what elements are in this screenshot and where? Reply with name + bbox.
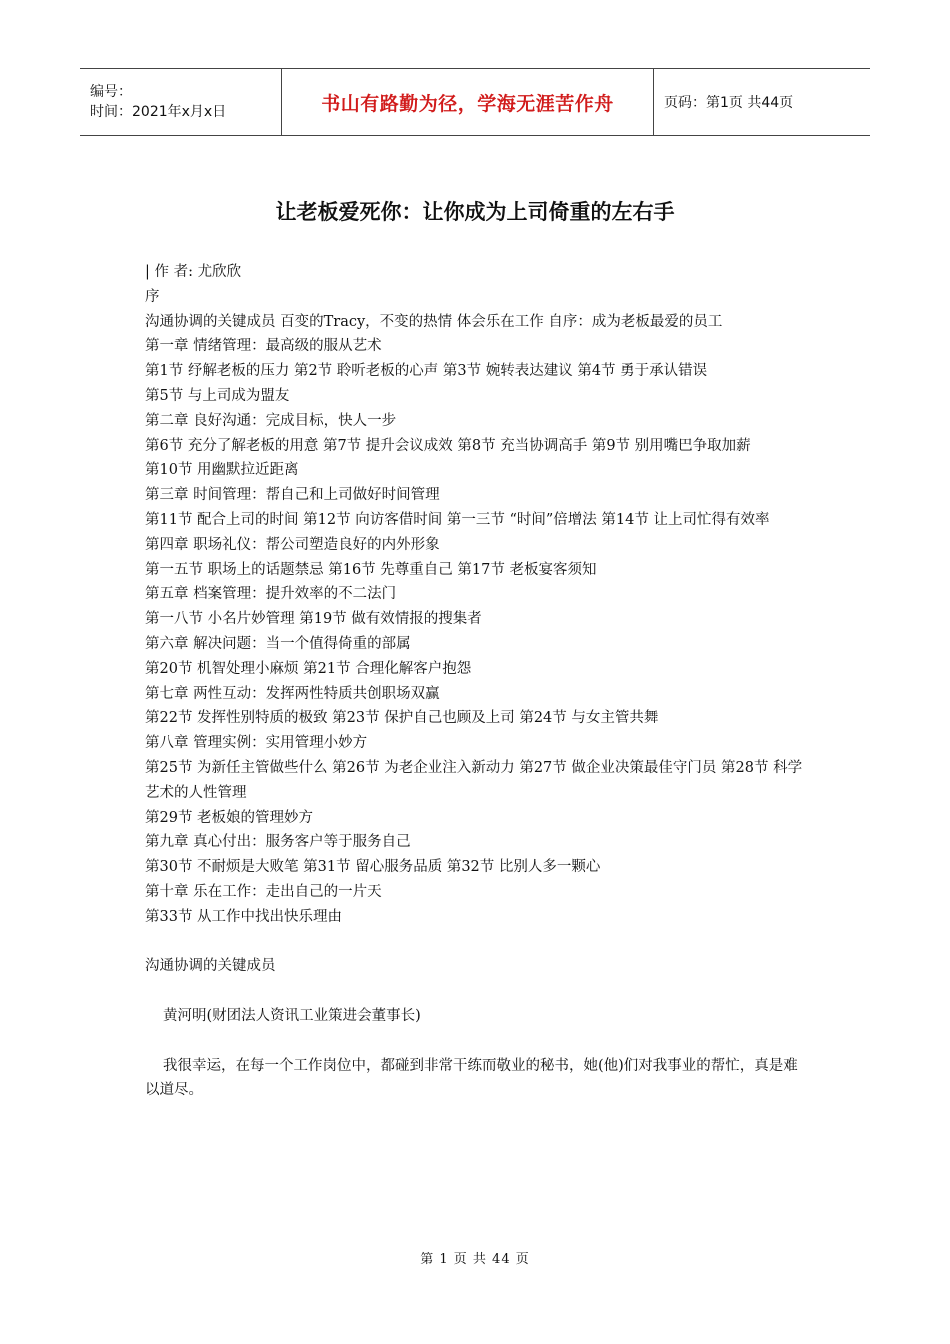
toc-line: 第十章 乐在工作：走出自己的一片天: [145, 883, 382, 900]
spacer: [145, 1029, 810, 1054]
header-motto-cell: [282, 69, 654, 135]
toc-line: 第五章 档案管理：提升效率的不二法门: [145, 586, 397, 603]
document-body: [145, 260, 810, 1103]
toc-line: 第20节 机智处理小麻烦 第21节 合理化解客户抱怨: [145, 660, 472, 677]
toc-line: 沟通协调的关键成员 百变的Tracy，不变的热情 体会乐在工作 自序：成为老板最爱的员工: [145, 313, 723, 330]
toc-line: 第一八节 小名片妙管理 第19节 做有效情报的搜集者: [145, 611, 482, 628]
section-heading: 沟通协调的关键成员: [145, 958, 276, 975]
header-right-cell: [654, 69, 870, 135]
code-label: 编号：: [90, 84, 132, 100]
toc-line: 第二章 良好沟通：完成目标，快人一步: [145, 412, 397, 429]
header-table: [80, 68, 870, 136]
toc-line: 第22节 发挥性别特质的极致 第23节 保护自己也顾及上司 第24节 与女主管共舞: [145, 710, 659, 727]
toc-line: 第七章 两性互动：发挥两性特质共创职场双赢: [145, 685, 440, 702]
toc-line: 第6节 充分了解老板的用意 第7节 提升会议成效 第8节 充当协调高手 第9节 别用嘴巴争取加薪: [145, 437, 751, 454]
author-line: | 作 者: 尤欣欣: [145, 264, 242, 280]
page-info: 页码：第1页 共44页: [664, 95, 794, 111]
toc-line: 第八章 管理实例：实用管理小妙方: [145, 735, 368, 752]
table-of-contents: [145, 285, 810, 930]
toc-line: 第5节 与上司成为盟友: [145, 387, 290, 404]
page-footer: 第 1 页 共 44 页: [420, 1252, 530, 1267]
toc-line: 第25节 为新任主管做些什么 第26节 为老企业注入新动力 第27节 做企业决策最佳守门员 第28节 科学艺术的人性管理: [145, 759, 803, 801]
toc-line: 第一五节 职场上的话题禁忌 第16节 先尊重自己 第17节 老板宴客须知: [145, 561, 597, 578]
toc-line: 第一章 情绪管理：最高级的服从艺术: [145, 338, 382, 355]
header-left-cell: [80, 69, 282, 135]
section-author: 黄河明(财团法人资讯工业策进会董事长): [163, 1007, 421, 1024]
toc-line: 第1节 纾解老板的压力 第2节 聆听老板的心声 第3节 婉转表达建议 第4节 勇于承认错误: [145, 363, 708, 380]
date-label: 时间：2021年x月x日: [90, 104, 227, 120]
toc-line: 第11节 配合上司的时间 第12节 向访客借时间 第一三节 “时间”倍增法 第14节 让上司忙得有效率: [145, 511, 770, 528]
body-paragraph: 我很幸运，在每一个工作岗位中，都碰到非常干练而敬业的秘书，她(他)们对我事业的帮忙，真是难以道尽。: [145, 1057, 798, 1099]
document-title: 让老板爱死你：让你成为上司倚重的左右手: [275, 200, 675, 224]
motto: 书山有路勤为径，学海无涯苦作舟: [321, 92, 614, 115]
toc-line: 第四章 职场礼仪：帮公司塑造良好的内外形象: [145, 536, 440, 553]
toc-line: 第九章 真心付出：服务客户等于服务自己: [145, 834, 411, 851]
toc-line: 第六章 解决问题：当一个值得倚重的部属: [145, 635, 411, 652]
spacer: [145, 979, 810, 1004]
spacer: [145, 930, 810, 955]
toc-line: 第30节 不耐烦是大败笔 第31节 留心服务品质 第32节 比别人多一颗心: [145, 859, 601, 876]
toc-line: 第10节 用幽默拉近距离: [145, 462, 299, 479]
toc-line: 第三章 时间管理：帮自己和上司做好时间管理: [145, 487, 440, 504]
toc-line: 第33节 从工作中找出快乐理由: [145, 908, 343, 925]
toc-line: 序: [145, 288, 160, 305]
toc-line: 第29节 老板娘的管理妙方: [145, 809, 314, 826]
